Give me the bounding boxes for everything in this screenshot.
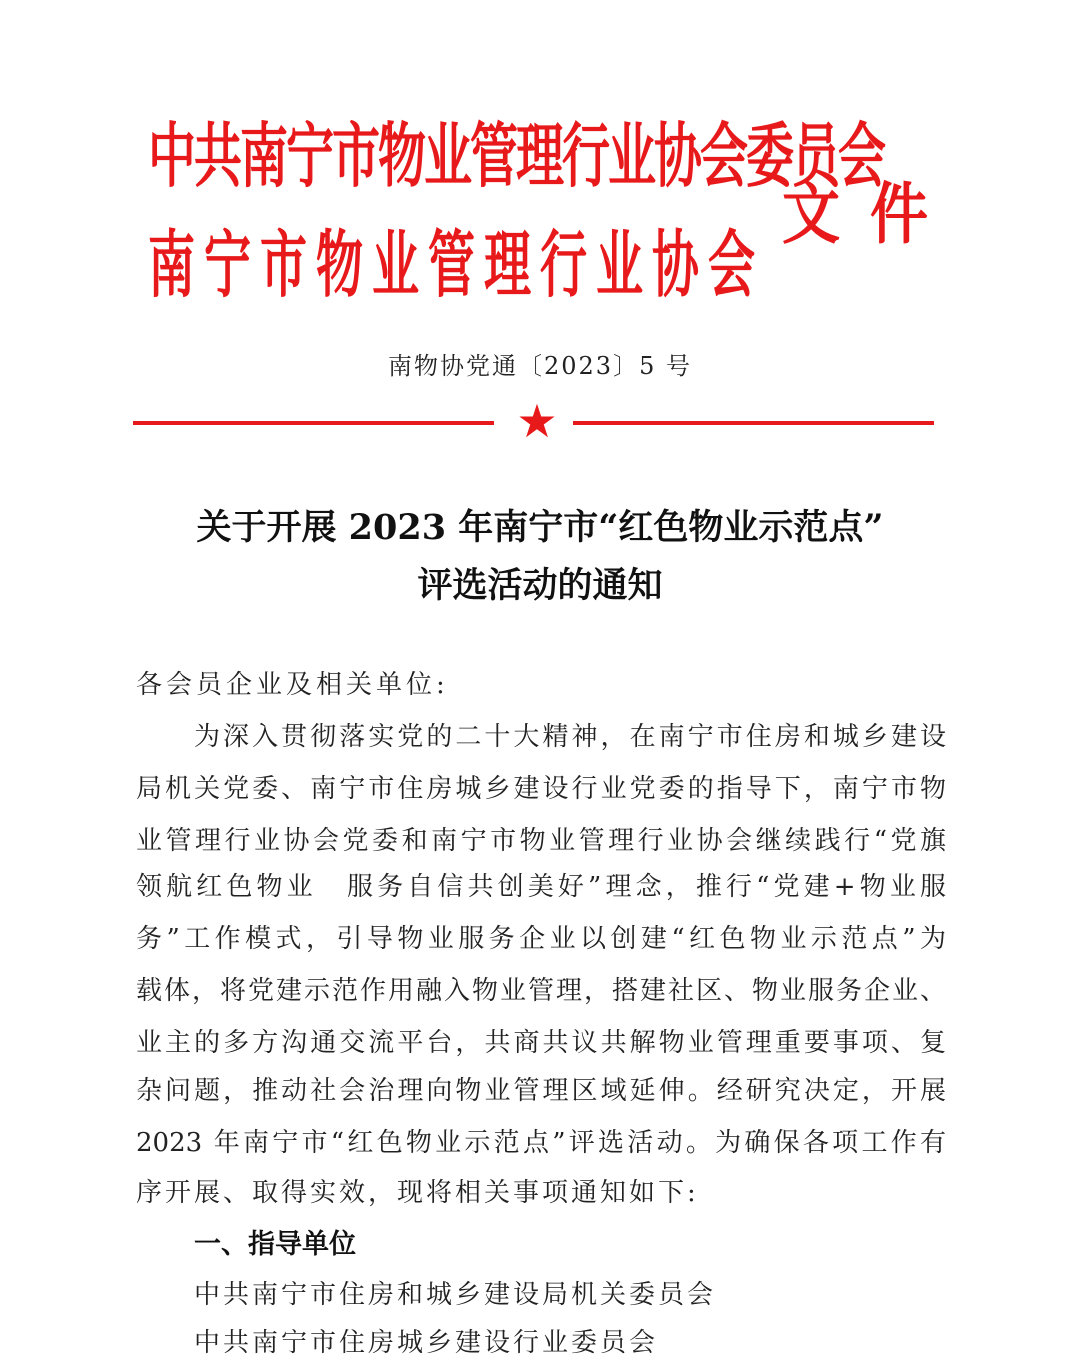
document-number: 南物协党通〔2023〕5 号: [388, 352, 692, 380]
body-line: 杂问题，推动社会治理向物业管理区域延伸。经研究决定，开展: [136, 1076, 946, 1106]
body-line: 载体，将党建示范作用融入物业管理，搭建社区、物业服务企业、: [136, 976, 946, 1006]
masthead-document-label: 文件: [782, 174, 959, 254]
body-line: 领航红色物业 服务自信共创美好”理念，推行“党建+物业服: [136, 872, 946, 902]
star-icon: ★: [516, 394, 558, 448]
guidance-unit-item: 中共南宁市住房和城乡建设局机关委员会: [194, 1280, 717, 1310]
masthead-issuer-party-committee: 中共南宁市物业管理行业协会委员会: [148, 115, 885, 198]
body-line: 业管理行业协会党委和南宁市物业管理行业协会继续践行“党旗: [136, 826, 946, 856]
masthead-issuer-association: 南宁市物业管理行业协会: [148, 223, 764, 309]
body-line: 局机关党委、南宁市住房城乡建设行业党委的指导下，南宁市物: [136, 774, 946, 804]
section-heading-guidance-units: 一、指导单位: [194, 1229, 356, 1260]
document-title-line-2: 评选活动的通知: [417, 565, 663, 606]
red-separator-left: [133, 421, 494, 425]
salutation: 各会员企业及相关单位:: [136, 670, 449, 700]
body-line: 为深入贯彻落实党的二十大精神，在南宁市住房和城乡建设: [194, 722, 946, 752]
red-separator-right: [573, 421, 934, 425]
body-line: 务”工作模式，引导物业服务企业以创建“红色物业示范点”为: [136, 924, 946, 954]
guidance-unit-item: 中共南宁市住房城乡建设行业委员会: [194, 1328, 659, 1358]
body-line: 业主的多方沟通交流平台，共商共议共解物业管理重要事项、复: [136, 1028, 946, 1058]
body-line: 序开展、取得实效，现将相关事项通知如下:: [136, 1178, 699, 1208]
document-title-line-1: 关于开展 2023 年南宁市“红色物业示范点”: [196, 507, 884, 548]
body-line: 2023 年南宁市“红色物业示范点”评选活动。为确保各项工作有: [136, 1128, 946, 1158]
